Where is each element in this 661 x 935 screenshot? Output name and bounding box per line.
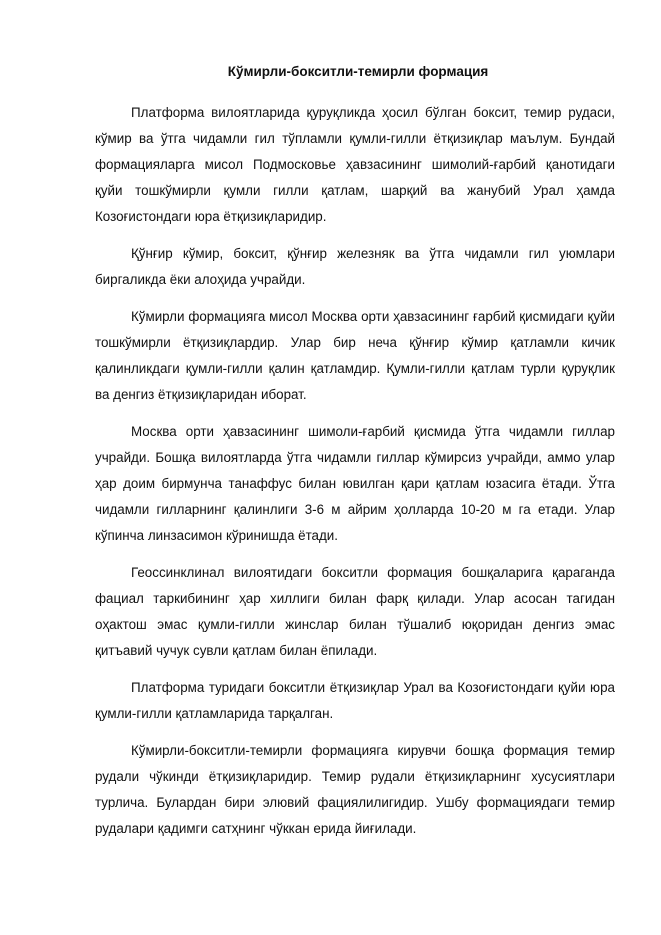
document-title: Кўмирли-бокситли-темирли формация	[227, 64, 489, 79]
paragraph-7: Кўмирли-бокситли-темирли формацияга кирувчи бошқа формация темир рудали чўкинди ётқизиқларидир. Темир рудали ётқизиқларнинг хусусиятлари турлича. Булардан бири элювий фациялилигидир. Ушбу формациядаги темир рудалари қадимги сатҳнинг чўккан ерида йиғилади.	[95, 743, 615, 836]
paragraph-1: Платформа вилоятларида қуруқликда ҳосил бўлган боксит, темир рудаси, кўмир ва ўтга чидамли гил тўпламли қумли-гилли ётқизиқлар маълум. Бундай формацияларга мисол Подмосковье ҳавзасининг шимолий-ғарбий қанотидаги қуйи тошкўмирли қумли гилли қатлам, шарқий ва жанубий Урал ҳамда Козоғистондаги юра ётқизиқларидир.	[95, 105, 615, 224]
paragraph-5: Геоссинклинал вилоятидаги бокситли формация бошқаларига қараганда фациал таркибининг ҳар хиллиги билан фарқ қилади. Улар асосан тагидан оҳактош эмас қумли-гилли жинслар билан тўшалиб юқоридан денгиз эмас қитъавий чучук сувли қатлам билан ёпилади.	[95, 565, 615, 658]
paragraph-4: Москва орти ҳавзасининг шимоли-ғарбий қисмида ўтга чидамли гиллар учрайди. Бошқа вилоятларда ўтга чидамли гиллар кўмирсиз учрайди, аммо улар ҳар доим бирмунча танаффус билан ювилган қари қатлам юзасига ётади. Ўтга чидамли гилларнинг қалинлиги 3-6 м айрим ҳолларда 10-20 м га етади. Улар кўпинча линзасимон кўринишда ётади.	[95, 424, 615, 543]
document-page	[95, 62, 615, 853]
paragraph-6: Платформа туридаги бокситли ётқизиқлар Урал ва Козоғистондаги қуйи юра қумли-гилли қатламларида тарқалган.	[95, 680, 615, 721]
paragraph-3: Кўмирли формацияга мисол Москва орти ҳавзасининг ғарбий қисмидаги қуйи тошкўмирли ётқизиқлардир. Улар бир неча қўнғир кўмир қатламли кичик қалинликдаги қумли-гилли қалин қатламдир. Қумли-гилли қатлам турли қуруқлик ва денгиз ётқизиқларидан иборат.	[95, 309, 615, 402]
paragraph-2: Қўнғир кўмир, боксит, қўнғир железняк ва ўтга чидамли гил уюмлари биргаликда ёки алоҳида учрайди.	[95, 246, 615, 287]
